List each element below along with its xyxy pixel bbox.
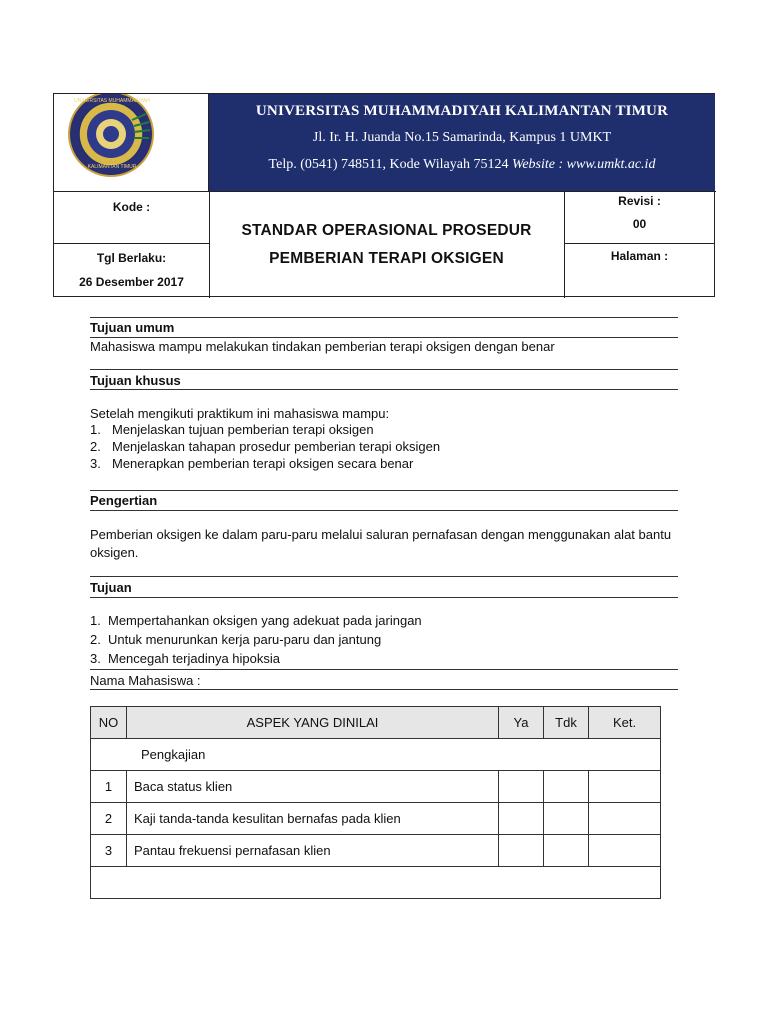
university-logo bbox=[54, 94, 209, 191]
divider bbox=[209, 191, 210, 298]
col-no-header: NO bbox=[91, 707, 127, 739]
table-header-row bbox=[91, 707, 661, 739]
cell-ket[interactable] bbox=[589, 803, 661, 835]
revisi-value: 00 bbox=[632, 217, 647, 231]
phone-text: Telp. (0541) 748511, Kode Wilayah 75124 bbox=[268, 157, 509, 172]
cell-tdk[interactable] bbox=[544, 835, 589, 867]
cell-ket[interactable] bbox=[589, 835, 661, 867]
logo-text-top: UNIVERSITAS MUHAMMADIYAH bbox=[74, 98, 150, 104]
cell-aspek: Baca status klien bbox=[127, 771, 499, 803]
logo-text-bottom: KALIMANTAN TIMUR bbox=[87, 164, 137, 170]
section-title-tujuan-khusus: Tujuan khusus bbox=[90, 373, 181, 388]
cell-no: 3 bbox=[91, 835, 127, 867]
cell-aspek: Pantau frekuensi pernafasan klien bbox=[127, 835, 499, 867]
assessment-table bbox=[90, 706, 661, 899]
table-empty-row bbox=[91, 867, 661, 899]
list-item: 2. Menjelaskan tahapan prosedur pemberian terapi oksigen bbox=[90, 439, 441, 454]
table-row bbox=[91, 771, 661, 803]
sop-header bbox=[53, 93, 715, 297]
section-title-tujuan-umum: Tujuan umum bbox=[90, 320, 175, 335]
col-aspek-header: ASPEK YANG DINILAI bbox=[127, 707, 499, 739]
list-item: 1. Mempertahankan oksigen yang adekuat pada jaringan bbox=[90, 613, 422, 628]
list-item: 2. Untuk menurunkan kerja paru-paru dan jantung bbox=[90, 632, 382, 647]
col-ya-header: Ya bbox=[499, 707, 544, 739]
divider bbox=[90, 597, 678, 598]
tgl-berlaku-value: 26 Desember 2017 bbox=[79, 275, 184, 289]
divider bbox=[90, 689, 678, 690]
empty-cell bbox=[91, 867, 661, 899]
logo-cell bbox=[54, 94, 209, 191]
tujuan-khusus-intro: Setelah mengikuti praktikum ini mahasiswa mampu: bbox=[90, 406, 390, 421]
cell-tdk[interactable] bbox=[544, 771, 589, 803]
university-banner bbox=[209, 94, 715, 191]
table-group-row bbox=[91, 739, 661, 771]
divider bbox=[54, 191, 716, 192]
cell-ket[interactable] bbox=[589, 771, 661, 803]
divider bbox=[90, 510, 678, 511]
divider bbox=[90, 576, 678, 577]
website-text: Website : www.umkt.ac.id bbox=[511, 157, 656, 172]
nama-mahasiswa-label: Nama Mahasiswa : bbox=[90, 673, 201, 688]
cell-aspek: Kaji tanda-tanda kesulitan bernafas pada klien bbox=[127, 803, 499, 835]
cell-ya[interactable] bbox=[499, 771, 544, 803]
cell-tdk[interactable] bbox=[544, 803, 589, 835]
cell-ya[interactable] bbox=[499, 835, 544, 867]
group-label-pengkajian: Pengkajian bbox=[91, 739, 661, 771]
col-ket-header: Ket. bbox=[589, 707, 661, 739]
pengertian-text: Pemberian oksigen ke dalam paru-paru melalui saluran pernafasan dengan menggunakan alat bantu oksigen. bbox=[90, 527, 672, 560]
university-address: Jl. Ir. H. Juanda No.15 Samarinda, Kampus 1 UMKT bbox=[312, 130, 612, 145]
university-contact bbox=[209, 157, 715, 173]
tujuan-umum-text: Mahasiswa mampu melakukan tindakan pemberian terapi oksigen dengan benar bbox=[90, 339, 555, 354]
section-title-pengertian: Pengertian bbox=[90, 493, 158, 508]
halaman-label: Halaman : bbox=[610, 249, 669, 263]
tgl-berlaku-label: Tgl Berlaku: bbox=[96, 251, 167, 265]
divider bbox=[90, 490, 678, 491]
list-item: 3. Mencegah terjadinya hipoksia bbox=[90, 651, 280, 666]
cell-no: 2 bbox=[91, 803, 127, 835]
divider bbox=[90, 317, 678, 318]
kode-label: Kode : bbox=[112, 200, 151, 214]
cell-no: 1 bbox=[91, 771, 127, 803]
divider bbox=[90, 389, 678, 390]
list-item: 3. Menerapkan pemberian terapi oksigen secara benar bbox=[90, 456, 414, 471]
table-row bbox=[91, 803, 661, 835]
sop-title-line1: STANDAR OPERASIONAL PROSEDUR bbox=[241, 222, 532, 239]
section-title-tujuan: Tujuan bbox=[90, 580, 132, 595]
divider bbox=[90, 369, 678, 370]
divider bbox=[90, 669, 678, 670]
revisi-label: Revisi : bbox=[618, 194, 661, 208]
col-tdk-header: Tdk bbox=[544, 707, 589, 739]
university-name: UNIVERSITAS MUHAMMADIYAH KALIMANTAN TIMUR bbox=[255, 103, 669, 119]
list-item: 1. Menjelaskan tujuan pemberian terapi oksigen bbox=[90, 422, 374, 437]
table-row bbox=[91, 835, 661, 867]
cell-ya[interactable] bbox=[499, 803, 544, 835]
divider bbox=[54, 243, 209, 244]
divider bbox=[564, 243, 715, 244]
sop-title-line2: PEMBERIAN TERAPI OKSIGEN bbox=[269, 250, 504, 267]
